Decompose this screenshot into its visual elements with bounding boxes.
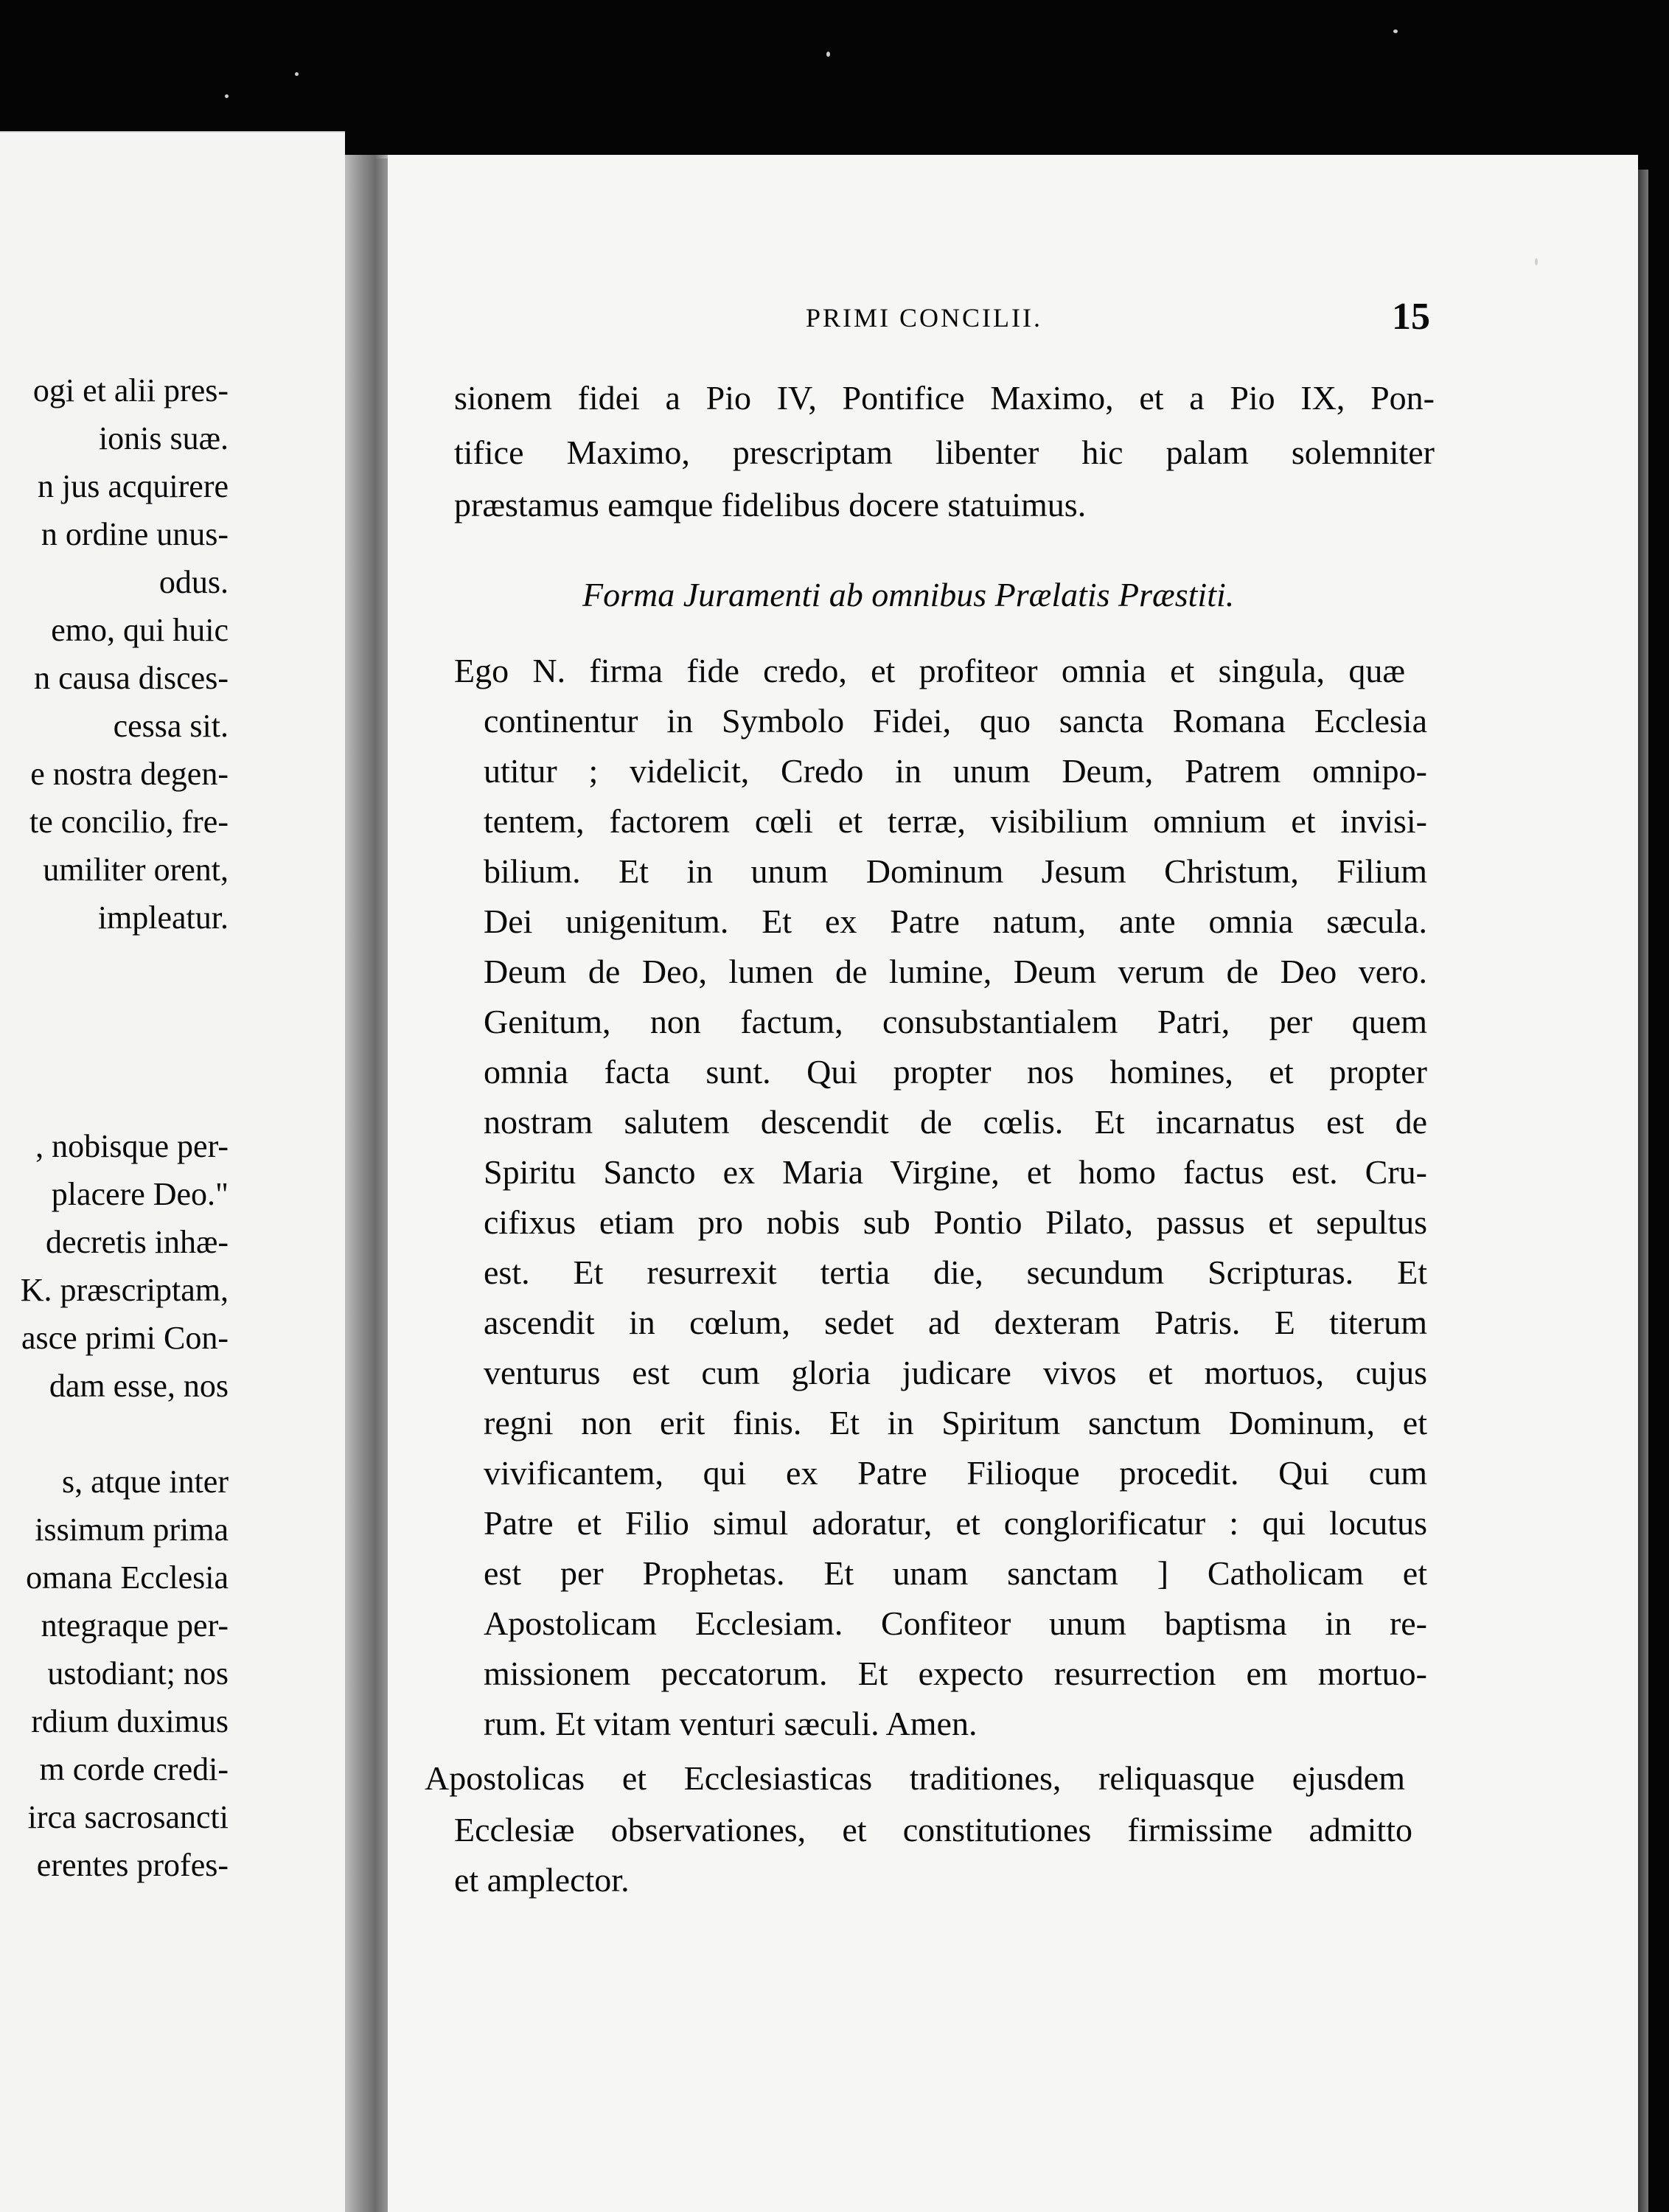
left-line: e nostra degen- bbox=[30, 756, 229, 792]
left-line: decretis inhæ- bbox=[45, 1224, 229, 1260]
oath-line: continentur in Symbolo Fidei, quo sancta Romana Ecclesia bbox=[484, 702, 1427, 740]
oath-line: nostram salutem descendit de cœlis. Et incarnatus est de bbox=[484, 1103, 1427, 1141]
oath-line: vivificantem, qui ex Patre Filioque procedit. Qui cum bbox=[484, 1454, 1427, 1492]
oath-line: venturus est cum gloria judicare vivos et mortuos, cujus bbox=[484, 1354, 1427, 1391]
left-line: asce primi Con- bbox=[21, 1320, 229, 1356]
left-line: , nobisque per- bbox=[35, 1128, 229, 1164]
oath-line: Spiritu Sancto ex Maria Virgine, et homo factus est. Cru- bbox=[484, 1153, 1427, 1191]
left-line: ionis suæ. bbox=[98, 420, 229, 456]
oath-line: omnia facta sunt. Qui propter nos homines, et propter bbox=[484, 1053, 1427, 1091]
oath-line: cifixus etiam pro nobis sub Pontio Pilato, passus et sepultus bbox=[484, 1203, 1427, 1241]
scan-speck bbox=[1535, 258, 1538, 265]
oath-heading: Forma Juramenti ab omnibus Prælatis Præstiti. bbox=[582, 576, 1235, 613]
left-line: n jus acquirere bbox=[38, 468, 229, 504]
running-head: PRIMI CONCILII. bbox=[806, 303, 1042, 333]
left-line: rdium duximus bbox=[31, 1703, 229, 1739]
left-line: s, atque inter bbox=[61, 1464, 229, 1500]
oath-line: Deum de Deo, lumen de lumine, Deum verum de Deo vero. bbox=[484, 953, 1427, 990]
left-line: impleatur. bbox=[97, 900, 229, 936]
scan-speck bbox=[826, 52, 830, 57]
left-line: emo, qui huic bbox=[51, 612, 229, 648]
left-line: umiliter orent, bbox=[43, 852, 229, 888]
oath-line: utitur ; videlicit, Credo in unum Deum, Patrem omnipo- bbox=[484, 752, 1427, 790]
scan-speck bbox=[225, 94, 229, 98]
intro-line: sionem fidei a Pio IV, Pontifice Maximo, et a Pio IX, Pon- bbox=[454, 379, 1435, 417]
closing-line: et amplector. bbox=[454, 1861, 630, 1899]
left-line: placere Deo." bbox=[51, 1176, 229, 1212]
left-line: te concilio, fre- bbox=[29, 804, 229, 840]
left-page-text bbox=[0, 133, 236, 2212]
oath-line: ascendit in cœlum, sedet ad dexteram Patris. E titerum bbox=[484, 1304, 1427, 1341]
left-line: K. præscriptam, bbox=[20, 1272, 229, 1308]
oath-line: Ego N. firma fide credo, et profiteor omnia et singula, quæ bbox=[454, 652, 1405, 689]
oath-line: Genitum, non factum, consubstantialem Patri, per quem bbox=[484, 1003, 1427, 1040]
oath-line: Dei unigenitum. Et ex Patre natum, ante omnia sæcula. bbox=[484, 902, 1427, 940]
left-page bbox=[0, 131, 345, 2212]
left-line: m corde credi- bbox=[39, 1751, 229, 1787]
left-line: ustodiant; nos bbox=[47, 1655, 229, 1691]
left-line: odus. bbox=[158, 564, 229, 600]
scan-speck bbox=[295, 72, 299, 76]
right-page-edge bbox=[1638, 170, 1648, 2212]
oath-line: Patre et Filio simul adoratur, et conglorificatur : qui locutus bbox=[484, 1504, 1427, 1542]
left-line: ntegraque per- bbox=[41, 1607, 229, 1644]
intro-line: præstamus eamque fidelibus docere statuimus. bbox=[454, 486, 1087, 524]
left-line: issimum prima bbox=[35, 1512, 229, 1548]
oath-line: regni non erit finis. Et in Spiritum sanctum Dominum, et bbox=[484, 1404, 1427, 1441]
left-line: n ordine unus- bbox=[41, 516, 229, 552]
left-line: erentes profes- bbox=[36, 1847, 229, 1883]
oath-line: rum. Et vitam venturi sæculi. Amen. bbox=[484, 1705, 978, 1742]
oath-line: missionem peccatorum. Et expecto resurrection em mortuo- bbox=[484, 1655, 1427, 1692]
page-number: 15 bbox=[1392, 296, 1430, 338]
oath-line: Apostolicam Ecclesiam. Confiteor unum baptisma in re- bbox=[484, 1604, 1427, 1642]
book-gutter-fold bbox=[374, 159, 389, 2212]
left-line: dam esse, nos bbox=[49, 1368, 229, 1404]
left-line: cessa sit. bbox=[113, 708, 229, 744]
oath-line: est. Et resurrexit tertia die, secundum Scripturas. Et bbox=[484, 1253, 1427, 1291]
left-line: irca sacrosancti bbox=[27, 1799, 229, 1835]
oath-line: bilium. Et in unum Dominum Jesum Christum, Filium bbox=[484, 852, 1427, 890]
left-line: ogi et alii pres- bbox=[32, 372, 229, 408]
closing-line: Ecclesiæ observationes, et constitutiones firmissime admitto bbox=[454, 1811, 1412, 1848]
intro-line: tifice Maximo, prescriptam libenter hic palam solemniter bbox=[454, 434, 1435, 471]
left-line: n causa disces- bbox=[34, 660, 229, 696]
oath-line: tentem, factorem cœli et terræ, visibilium omnium et invisi- bbox=[484, 802, 1427, 840]
left-line: omana Ecclesia bbox=[26, 1559, 229, 1596]
closing-line: Apostolicas et Ecclesiasticas traditiones, reliquasque ejusdem bbox=[425, 1759, 1405, 1797]
oath-line: est per Prophetas. Et unam sanctam ] Catholicam et bbox=[484, 1554, 1427, 1592]
scan-speck bbox=[1393, 29, 1398, 33]
